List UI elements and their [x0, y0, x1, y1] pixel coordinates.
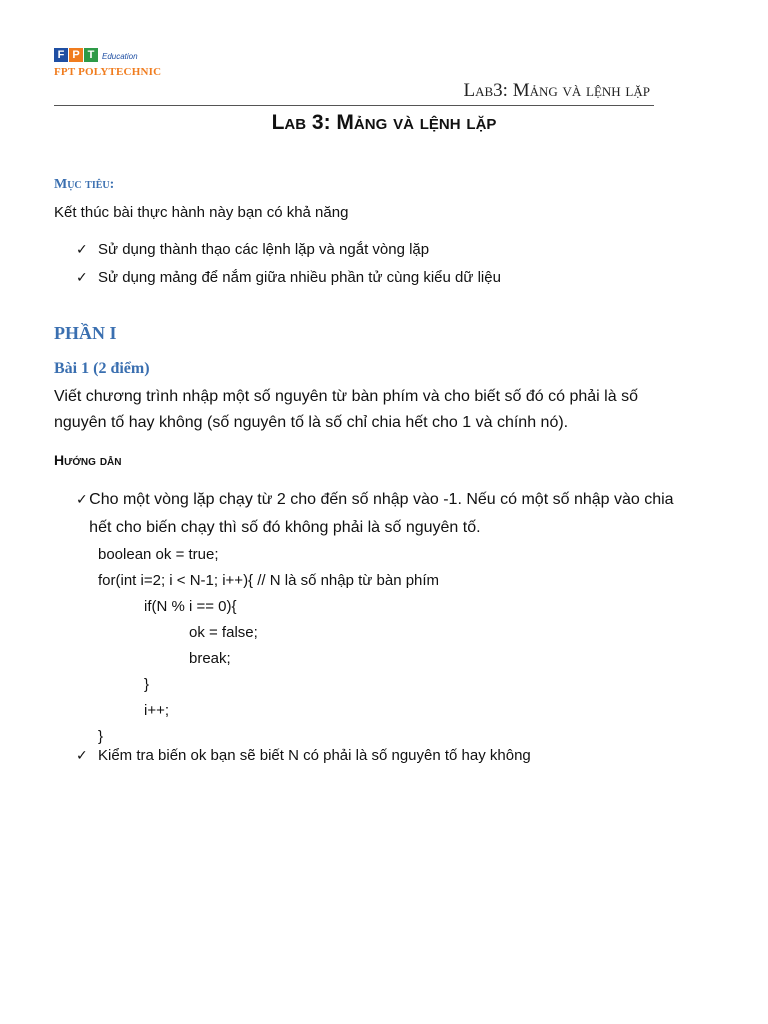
checkmark-icon: ✓ — [76, 747, 88, 763]
code-line: ok = false; — [189, 624, 258, 641]
logo-letter-t: T — [84, 48, 98, 62]
exercise-heading: Bài 1 (2 điểm) — [54, 360, 150, 377]
guide-step — [76, 486, 676, 542]
fpt-polytechnic-logo — [54, 48, 161, 78]
objective-heading: Mục tiêu: — [54, 177, 115, 192]
logo-letter-f: F — [54, 48, 68, 62]
code-line: if(N % i == 0){ — [144, 598, 237, 615]
header-divider — [54, 105, 654, 106]
code-line: i++; — [144, 702, 170, 719]
logo-polytechnic-text: FPT POLYTECHNIC — [54, 66, 162, 78]
objective-intro: Kết thúc bài thực hành này bạn có khả năng — [54, 204, 349, 221]
page-title: Lab 3: Mảng và lệnh lặp — [271, 111, 497, 134]
logo-letter-p: P — [69, 48, 83, 62]
objective-item-text: Sử dụng mảng để nắm giữa nhiều phần tử cùng kiểu dữ liệu — [98, 269, 501, 286]
exercise-description: Viết chương trình nhập một số nguyên từ bàn phím và cho biết số đó có phải là số nguyên tố hay không (số nguyên tố là số chỉ chia hết cho 1 và chính nó). — [54, 388, 638, 431]
logo-education-text: Education — [102, 52, 138, 61]
list-item — [76, 269, 501, 297]
guide-step — [76, 747, 531, 764]
part-heading: PHẦN I — [54, 323, 117, 343]
code-line: } — [144, 676, 150, 693]
objective-item-text: Sử dụng thành thạo các lệnh lặp và ngắt vòng lặp — [98, 241, 430, 258]
guide-step-text: Cho một vòng lặp chạy từ 2 cho đến số nhập vào -1. Nếu có một số nhập vào chia hết cho biến chạy thì số đó không phải là số nguyên tố. — [89, 491, 674, 536]
code-block — [76, 542, 676, 750]
code-line: } — [98, 728, 104, 745]
checkmark-icon: ✓ — [76, 269, 88, 285]
code-line: boolean ok = true; — [98, 546, 219, 563]
guide-step-text: Kiểm tra biến ok bạn sẽ biết N có phải là số nguyên tố hay không — [98, 747, 531, 764]
checkmark-icon: ✓ — [76, 241, 88, 257]
code-line: for(int i=2; i < N-1; i++){ // N là số nhập từ bàn phím — [98, 572, 440, 589]
fpt-logo-mark — [54, 48, 161, 62]
guide-section — [76, 486, 676, 750]
code-line: break; — [189, 650, 231, 667]
running-header-title: Lab3: Mảng và lệnh lặp — [463, 80, 650, 101]
checkmark-icon: ✓ — [76, 491, 88, 507]
list-item — [76, 241, 501, 269]
objective-list — [76, 241, 501, 297]
guide-heading: Hướng dẫn — [54, 452, 122, 468]
